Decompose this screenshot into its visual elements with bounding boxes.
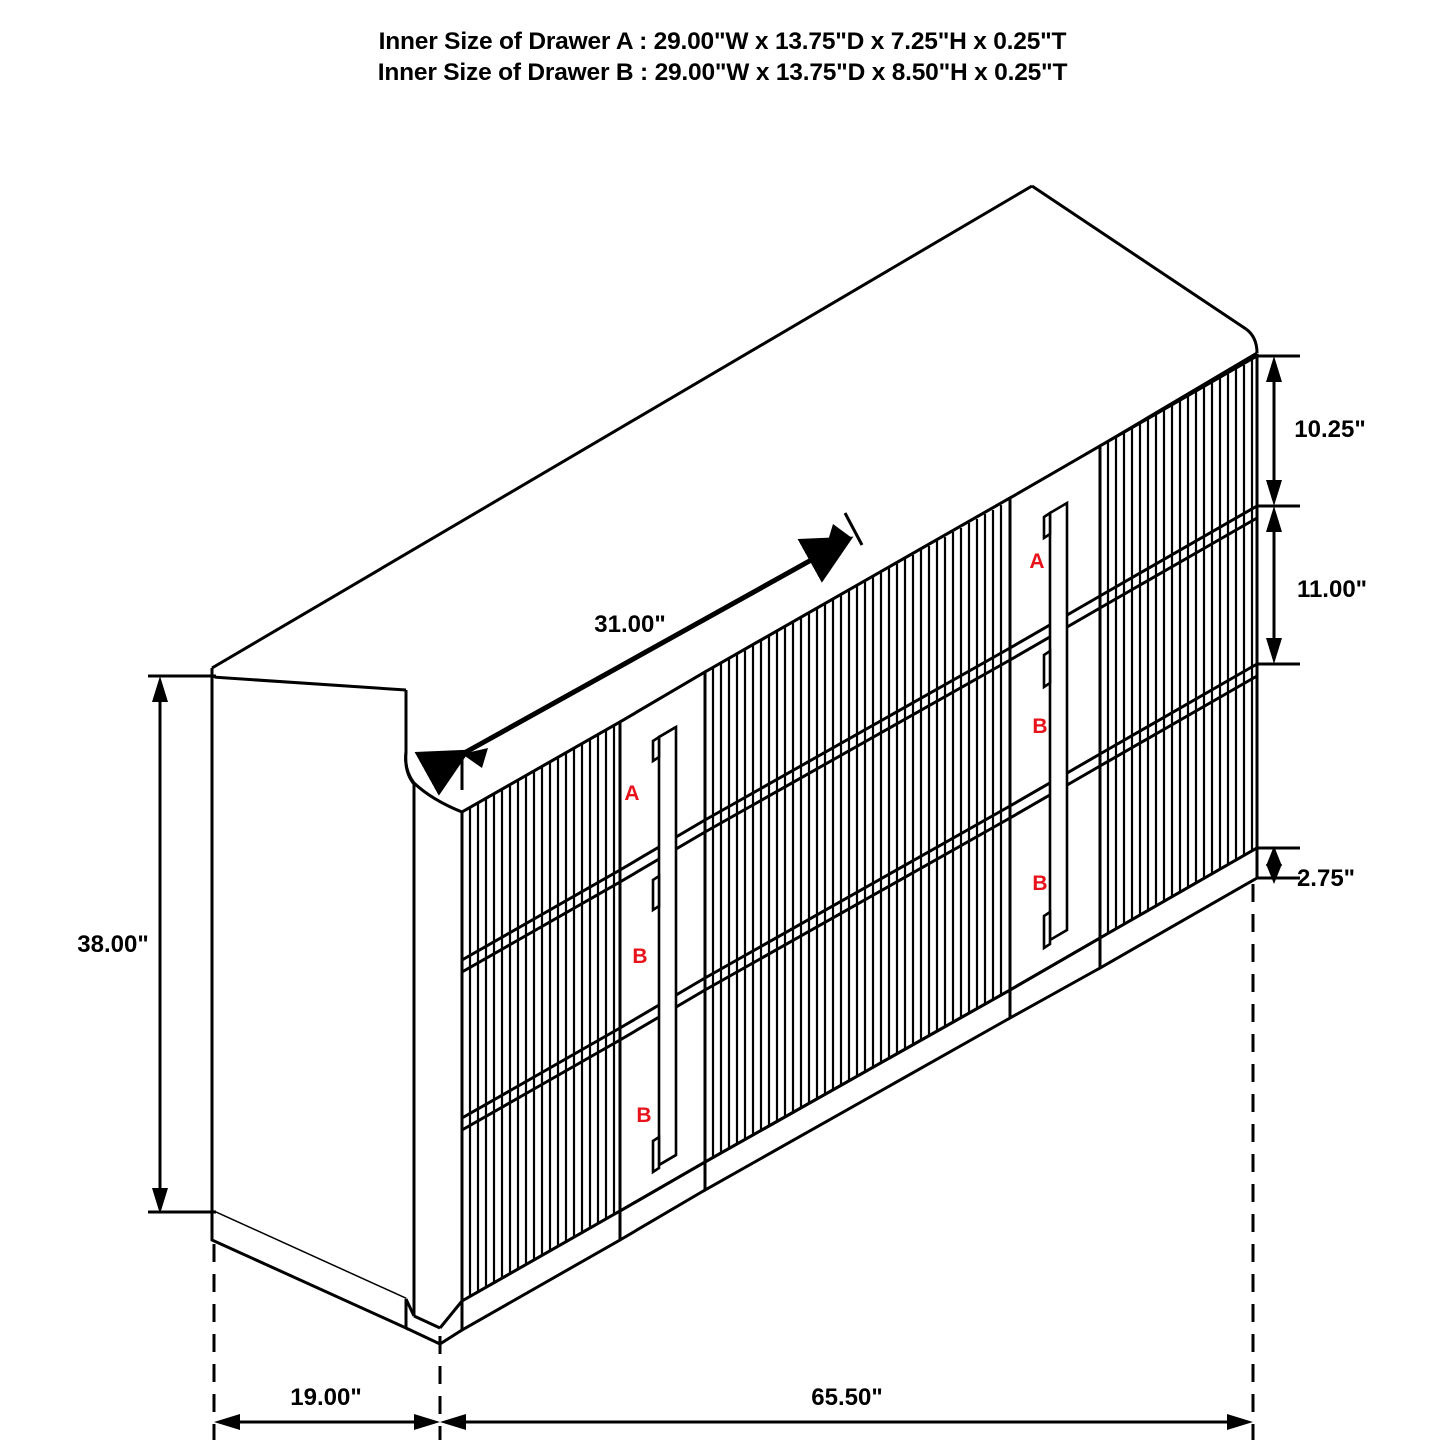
- right-stile: [1010, 446, 1100, 990]
- label-right-mid-b: B: [1032, 715, 1048, 738]
- left-drawer-bank: [440, 722, 620, 1344]
- label-left-top-a: A: [624, 782, 640, 805]
- left-stile: [620, 672, 705, 1211]
- second-drawer-height-label: 11.00": [1296, 576, 1368, 603]
- inner-size-drawer-b-note: Inner Size of Drawer B : 29.00"W x 13.75"D x 8.50"H x 0.25"T: [377, 59, 1068, 86]
- side-depth-label: 19.00": [290, 1384, 362, 1411]
- right-vertical-dimensions: [1257, 356, 1367, 892]
- total-width-label: 65.50": [811, 1384, 883, 1411]
- total-height-label: 38.00": [77, 931, 149, 958]
- label-left-mid-b: B: [632, 945, 648, 968]
- top-drawer-height-label: 10.25": [1294, 416, 1366, 443]
- left-side-panel: [212, 677, 440, 1344]
- total-height-dimension: [77, 676, 216, 1214]
- label-right-bottom-b: B: [1032, 872, 1048, 895]
- label-left-bottom-b: B: [636, 1104, 652, 1127]
- inner-size-drawer-a-note: Inner Size of Drawer A : 29.00"W x 13.75"D x 7.25"H x 0.25"T: [378, 28, 1067, 55]
- plinth-height-label: 2.75": [1296, 865, 1356, 892]
- label-right-top-a: A: [1029, 550, 1045, 573]
- depth-label: 31.00": [594, 611, 666, 638]
